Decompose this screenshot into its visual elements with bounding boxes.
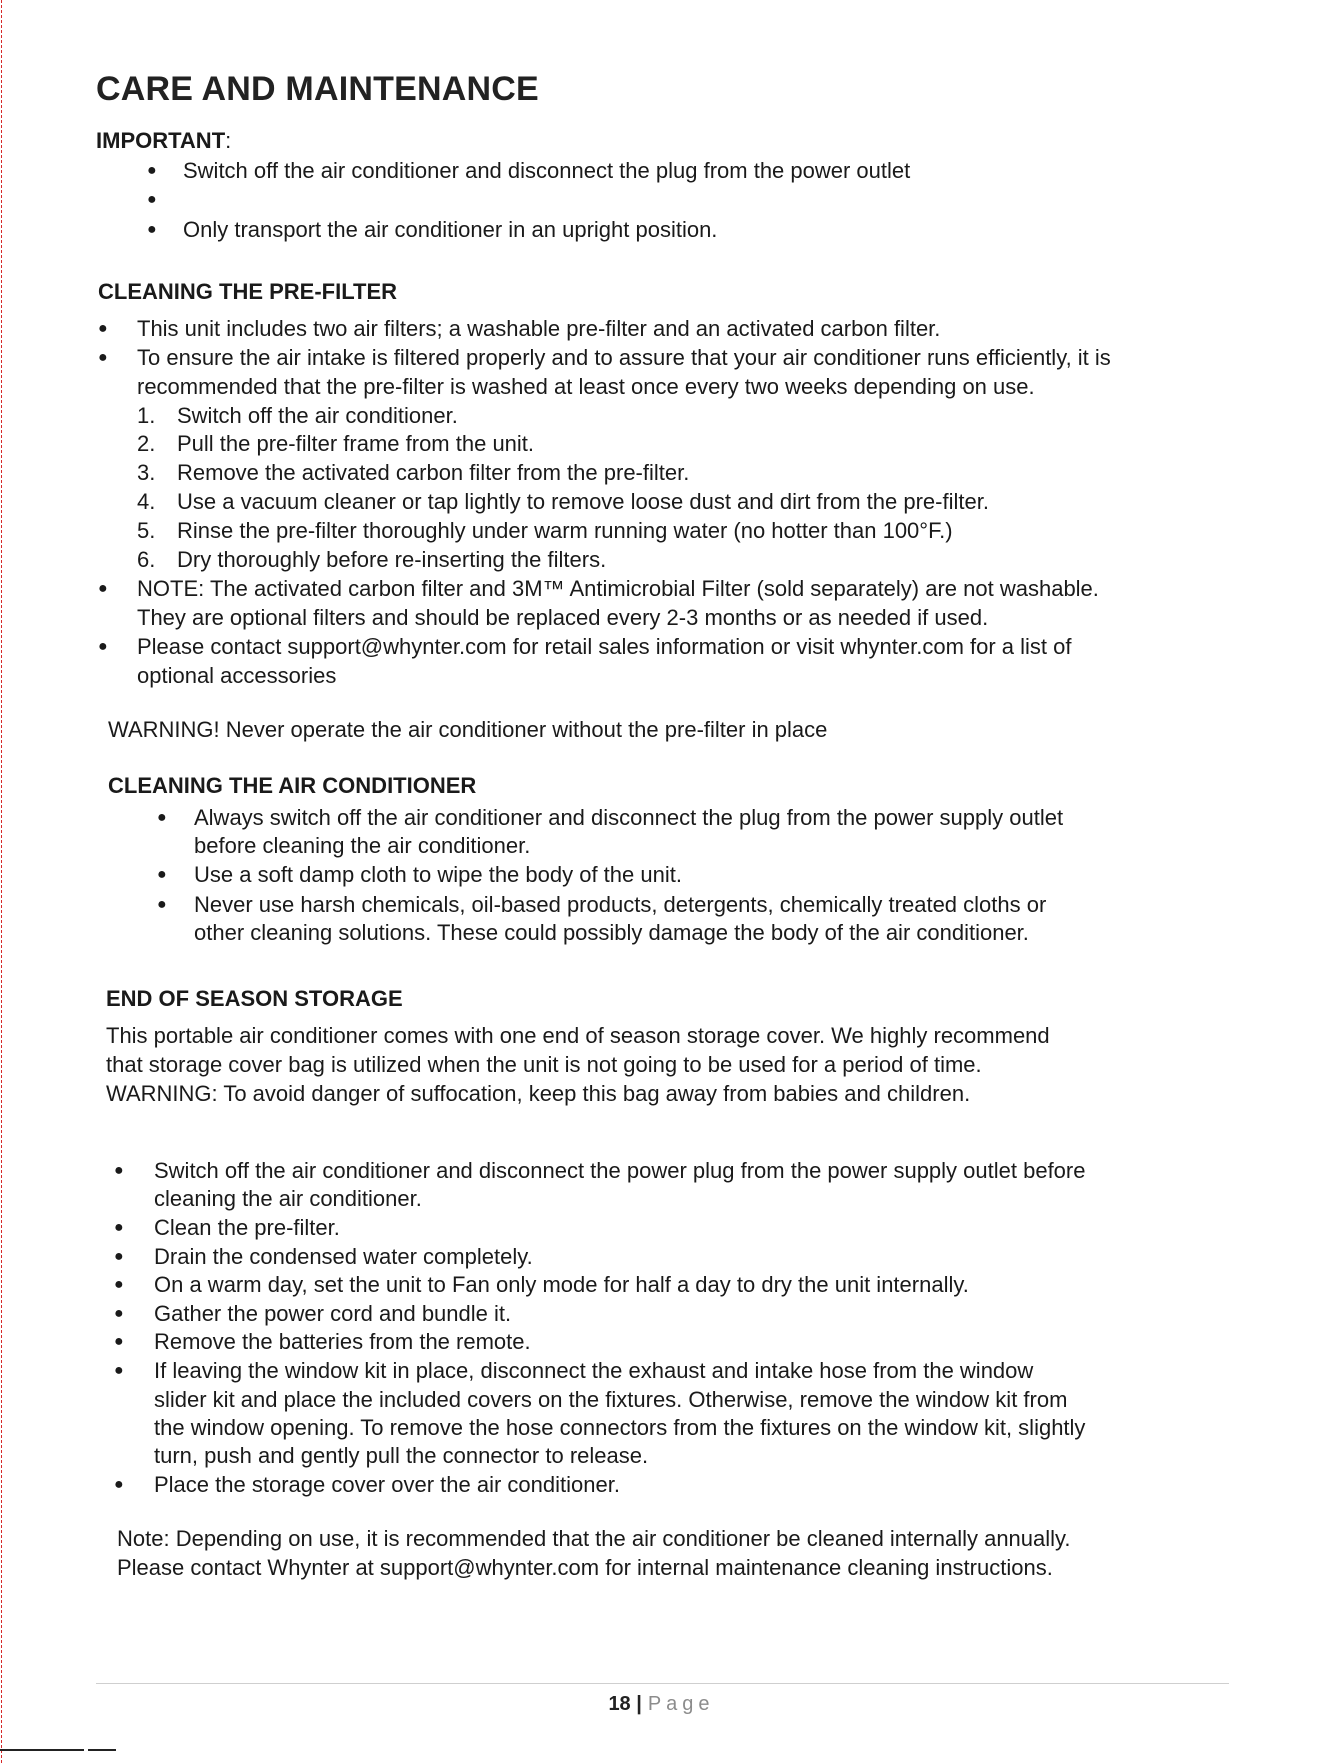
storage-item-4: On a warm day, set the unit to Fan only mode for half a day to dry the unit internally. (154, 1272, 969, 1297)
storage-item-7-line-1: If leaving the window kit in place, disconnect the exhaust and intake hose from the window (154, 1358, 1034, 1383)
bullet-icon: ● (98, 580, 108, 597)
prefilter-step: Use a vacuum cleaner or tap lightly to remove loose dust and dirt from the pre-filter. (177, 489, 989, 514)
important-colon: : (225, 128, 232, 153)
bullet-icon: ● (157, 809, 167, 826)
prefilter-bullet-2-line-2: recommended that the pre-filter is washed at least once every two weeks depending on use. (137, 374, 1035, 399)
ac-cleaning-heading: CLEANING THE AIR CONDITIONER (108, 773, 477, 798)
prefilter-step: Remove the activated carbon filter from the pre-filter. (177, 460, 690, 485)
bullet-icon: ● (98, 638, 108, 655)
storage-note-line-1: Note: Depending on use, it is recommended that the air conditioner be cleaned internally annually. (117, 1526, 1071, 1551)
prefilter-step: Dry thoroughly before re-inserting the filters. (177, 547, 607, 572)
bullet-icon: ● (147, 221, 157, 238)
step-number: 6. (137, 547, 156, 572)
bullet-icon: ● (157, 896, 167, 913)
bullet-icon: ● (114, 1219, 124, 1236)
prefilter-bullet-1: This unit includes two air filters; a washable pre-filter and an activated carbon filter. (137, 316, 941, 341)
bullet-icon: ● (114, 1305, 124, 1322)
prefilter-note-line-1: NOTE: The activated carbon filter and 3M™ Antimicrobial Filter (sold separately) are not washable. (137, 576, 1099, 601)
bullet-icon: ● (114, 1362, 124, 1379)
step-number: 4. (137, 489, 156, 514)
step-number: 1. (137, 403, 156, 428)
step-number: 5. (137, 518, 156, 543)
ac-cleaning-item-3-line-2: other cleaning solutions. These could possibly damage the body of the air conditioner. (194, 920, 1029, 945)
prefilter-step: Rinse the pre-filter thoroughly under warm running water (no hotter than 100°F.) (177, 518, 953, 543)
ac-cleaning-item-1-line-2: before cleaning the air conditioner. (194, 833, 531, 858)
bullet-icon: ● (114, 1162, 124, 1179)
storage-para-line-1: This portable air conditioner comes with one end of season storage cover. We highly recommend (106, 1023, 1050, 1048)
storage-item-3: Drain the condensed water completely. (154, 1244, 533, 1269)
storage-item-5: Gather the power cord and bundle it. (154, 1301, 512, 1326)
bullet-icon: ● (114, 1333, 124, 1350)
important-label: IMPORTANT (96, 128, 226, 153)
storage-warning: WARNING: To avoid danger of suffocation, keep this bag away from babies and children. (106, 1081, 971, 1106)
bullet-icon: ● (147, 191, 157, 208)
page-title: CARE AND MAINTENANCE (96, 70, 539, 108)
prefilter-bullet-2-line-1: To ensure the air intake is filtered properly and to assure that your air conditioner runs efficiently, it is (137, 345, 1111, 370)
bullet-icon: ● (98, 320, 108, 337)
bullet-icon: ● (114, 1276, 124, 1293)
storage-heading: END OF SEASON STORAGE (106, 986, 403, 1011)
storage-item-8: Place the storage cover over the air conditioner. (154, 1472, 620, 1497)
storage-item-7-line-3: the window opening. To remove the hose connectors from the fixtures on the window kit, slightly (154, 1415, 1086, 1440)
prefilter-warning: WARNING! Never operate the air conditioner without the pre-filter in place (108, 717, 828, 742)
ac-cleaning-item-3-line-1: Never use harsh chemicals, oil-based products, detergents, chemically treated cloths or (194, 892, 1047, 917)
storage-note-line-2: Please contact Whynter at support@whynter.com for internal maintenance cleaning instructions. (117, 1555, 1053, 1580)
bullet-icon: ● (147, 162, 157, 179)
storage-item-6: Remove the batteries from the remote. (154, 1329, 531, 1354)
storage-item-2: Clean the pre-filter. (154, 1215, 340, 1240)
prefilter-note-line-2: They are optional filters and should be replaced every 2-3 months or as needed if used. (137, 605, 989, 630)
prefilter-heading: CLEANING THE PRE-FILTER (98, 279, 398, 304)
ac-cleaning-item-1-line-1: Always switch off the air conditioner and disconnect the plug from the power supply outlet (194, 805, 1064, 830)
page-number: 18 | (608, 1693, 642, 1715)
step-number: 2. (137, 431, 156, 456)
prefilter-contact-line-2: optional accessories (137, 663, 337, 688)
ac-cleaning-item-2: Use a soft damp cloth to wipe the body of the unit. (194, 862, 682, 887)
prefilter-step: Switch off the air conditioner. (177, 403, 458, 428)
prefilter-step: Pull the pre-filter frame from the unit. (177, 431, 535, 456)
storage-item-1-line-2: cleaning the air conditioner. (154, 1186, 422, 1211)
bullet-icon: ● (157, 866, 167, 883)
page-label: Page (647, 1693, 715, 1715)
storage-item-7-line-4: turn, push and gently pull the connector to release. (154, 1443, 649, 1468)
bullet-icon: ● (114, 1476, 124, 1493)
important-item-3: Only transport the air conditioner in an upright position. (183, 217, 718, 242)
storage-para-line-2: that storage cover bag is utilized when the unit is not going to be used for a period of time. (106, 1052, 982, 1077)
prefilter-contact-line-1: Please contact support@whynter.com for retail sales information or visit whynter.com for a list of (137, 634, 1072, 659)
important-label-line (96, 127, 231, 155)
footer-rule (96, 1683, 1229, 1684)
bullet-icon: ● (114, 1248, 124, 1265)
important-item-1: Switch off the air conditioner and disconnect the plug from the power outlet (183, 158, 911, 183)
storage-item-7-line-2: slider kit and place the included covers on the fixtures. Otherwise, remove the window kit from (154, 1387, 1068, 1412)
storage-item-1-line-1: Switch off the air conditioner and disconnect the power plug from the power supply outlet before (154, 1158, 1086, 1183)
bullet-icon: ● (98, 349, 108, 366)
page-footer (0, 1690, 1323, 1718)
step-number: 3. (137, 460, 156, 485)
